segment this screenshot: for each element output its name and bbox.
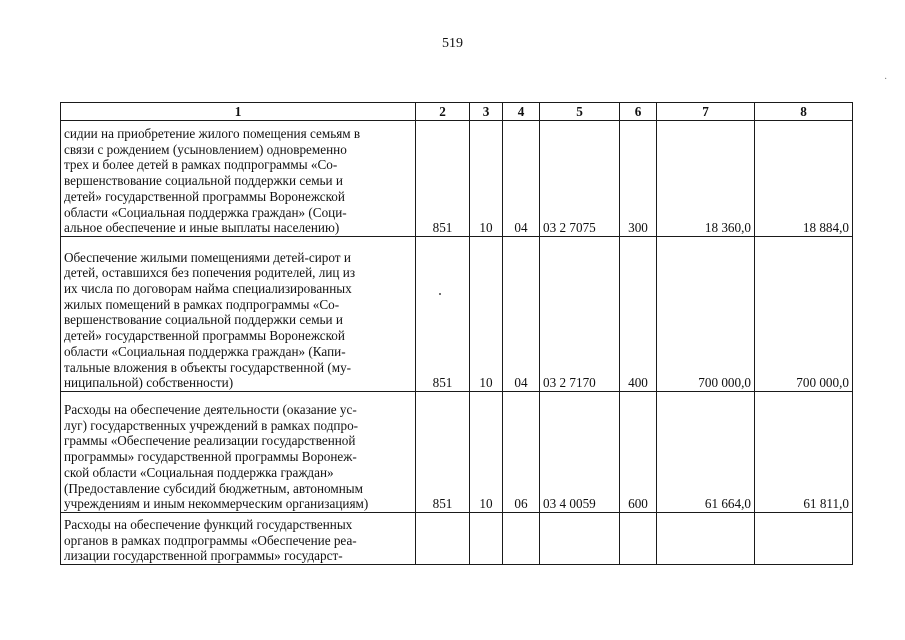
description-line: луг) государственных учреждений в рамках подпро- (64, 417, 359, 433)
cell-expense-type: 600 (620, 392, 657, 513)
cell-amount-year-2 (755, 513, 853, 565)
header-row (61, 103, 853, 121)
cell-ministry-code (416, 237, 470, 392)
table-row (61, 237, 853, 392)
cell-expense-type: 300 (620, 121, 657, 237)
cell-amount-year-2: 18 884,0 (755, 121, 853, 237)
description-line: альное обеспечение и иные выплаты населению) (64, 220, 340, 236)
cell-section: 10 (470, 392, 503, 513)
cell-target-article: 03 4 0059 (540, 392, 620, 513)
header-col-3: 3 (470, 103, 503, 121)
description-line: вершенствование социальной поддержки семьи и (64, 173, 343, 189)
table-row (61, 513, 853, 565)
description-line: ской области «Социальная поддержка граждан» (64, 464, 334, 480)
page-number: 519 (442, 36, 463, 51)
cell-ministry-code-value: 851 (432, 375, 453, 391)
cell-target-article: 03 2 7170 (540, 237, 620, 392)
cell-expense-type: 400 (620, 237, 657, 392)
row-description (61, 237, 416, 392)
description-line: области «Социальная поддержка граждан» (Капи- (64, 343, 346, 359)
description-line: их числа по договорам найма специализированных (64, 281, 352, 297)
header-col-5: 5 (540, 103, 620, 121)
header-col-6: 6 (620, 103, 657, 121)
cell-target-article: 03 2 7075 (540, 121, 620, 237)
description-line: учреждениям и иным некоммерческим организациям) (64, 496, 369, 512)
cell-ministry-code (416, 513, 470, 565)
description-line: лизации государственной программы» государст- (64, 548, 343, 564)
cell-expense-type (620, 513, 657, 565)
description-line: граммы «Обеспечение реализации государственной (64, 433, 356, 449)
description-line: Обеспечение жилыми помещениями детей-сирот и (64, 249, 351, 265)
cell-subsection: 04 (503, 237, 540, 392)
cell-amount-year-1: 700 000,0 (657, 237, 755, 392)
row-description (61, 121, 416, 237)
table-row (61, 392, 853, 513)
cell-amount-year-2: 61 811,0 (755, 392, 853, 513)
scan-speck: · (884, 74, 888, 85)
description-line: ниципальной) собственности) (64, 375, 234, 391)
cell-subsection: 04 (503, 121, 540, 237)
description-line: вершенствование социальной поддержки семьи и (64, 312, 343, 328)
cell-subsection (503, 513, 540, 565)
description-line: области «Социальная поддержка граждан» (Соци- (64, 204, 347, 220)
header-col-8: 8 (755, 103, 853, 121)
table-row (61, 121, 853, 237)
description-line: Расходы на обеспечение функций государственных (64, 516, 353, 532)
header-col-1: 1 (61, 103, 416, 121)
cell-amount-year-1: 61 664,0 (657, 392, 755, 513)
description-line: трех и более детей в рамках подпрограммы «Со- (64, 157, 338, 173)
cell-amount-year-1: 18 360,0 (657, 121, 755, 237)
description-line: программы» государственной программы Воронеж- (64, 449, 357, 465)
cell-section: 10 (470, 237, 503, 392)
header-col-4: 4 (503, 103, 540, 121)
row-description (61, 392, 416, 513)
description-line: жилых помещений в рамках подпрограммы «Со- (64, 296, 340, 312)
cell-ministry-code: 851 (416, 121, 470, 237)
description-line: детей» государственной программы Воронежской (64, 188, 345, 204)
cell-ministry-code: 851 (416, 392, 470, 513)
description-line: Расходы на обеспечение деятельности (оказание ус- (64, 402, 357, 418)
cell-section: 10 (470, 121, 503, 237)
row-description (61, 513, 416, 565)
description-line: тальные вложения в объекты государственной (му- (64, 359, 352, 375)
description-line: сидии на приобретение жилого помещения семьям в (64, 126, 361, 142)
cell-subsection: 06 (503, 392, 540, 513)
description-line: связи с рождением (усыновлением) одновременно (64, 141, 347, 157)
cell-amount-year-2: 700 000,0 (755, 237, 853, 392)
description-line: (Предоставление субсидий бюджетным, автономным (64, 480, 363, 496)
cell-target-article (540, 513, 620, 565)
budget-table (60, 102, 853, 565)
description-line: органов в рамках подпрограммы «Обеспечение реа- (64, 532, 357, 548)
header-col-7: 7 (657, 103, 755, 121)
header-col-2: 2 (416, 103, 470, 121)
scan-dot (439, 293, 441, 295)
description-line: детей, оставшихся без попечения родителей, лиц из (64, 265, 356, 281)
description-line: детей» государственной программы Воронежской (64, 328, 345, 344)
cell-amount-year-1 (657, 513, 755, 565)
cell-section (470, 513, 503, 565)
